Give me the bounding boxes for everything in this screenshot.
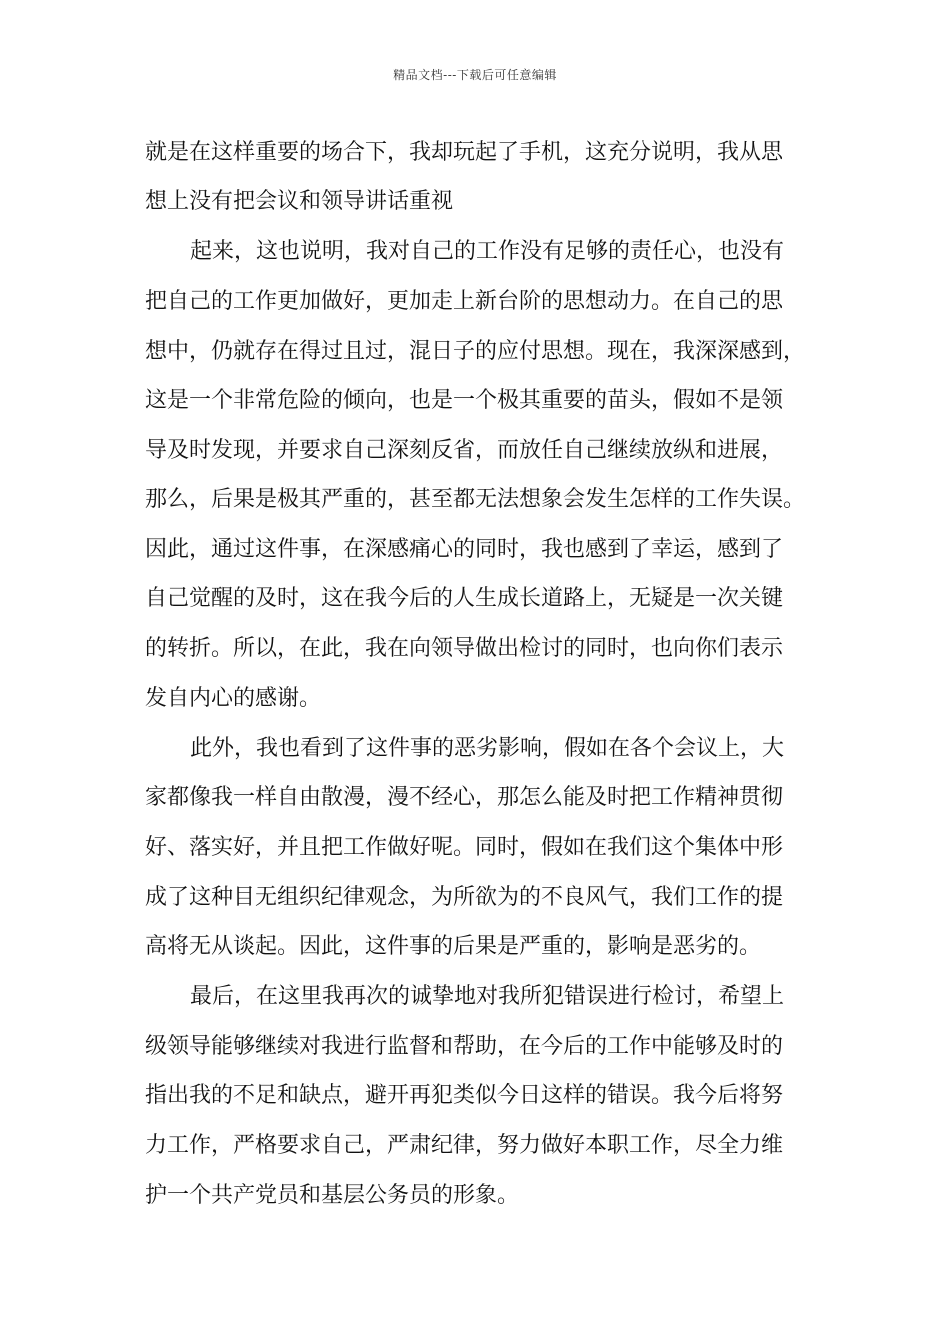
page-header: 精品文档---下载后可任意编辑	[393, 68, 557, 82]
body-line: 想上没有把会议和领导讲话重视	[145, 189, 454, 214]
body-line: 的转折。所以，在此，我在向领导做出检讨的同时，也向你们表示	[145, 636, 784, 661]
paragraph-start-line: 最后，在这里我再次的诚挚地对我所犯错误进行检讨，希望上	[190, 984, 785, 1009]
body-line: 力工作，严格要求自己，严肃纪律，努力做好本职工作，尽全力维	[145, 1133, 784, 1158]
body-line: 护一个共产党员和基层公务员的形象。	[145, 1183, 520, 1208]
body-line: 级领导能够继续对我进行监督和帮助，在今后的工作中能够及时的	[145, 1034, 784, 1059]
body-line: 自己觉醒的及时，这在我今后的人生成长道路上，无疑是一次关键	[145, 586, 784, 611]
body-line: 高将无从谈起。因此，这件事的后果是严重的，影响是恶劣的。	[145, 934, 762, 959]
body-line: 把自己的工作更加做好，更加走上新台阶的思想动力。在自己的思	[145, 289, 784, 314]
body-line: 好、落实好，并且把工作做好呢。同时，假如在我们这个集体中形	[145, 835, 784, 860]
paragraph-start-line: 此外，我也看到了这件事的恶劣影响，假如在各个会议上，大	[190, 736, 785, 761]
body-line: 发自内心的感谢。	[145, 686, 322, 711]
body-line: 就是在这样重要的场合下，我却玩起了手机，这充分说明，我从思	[145, 140, 784, 165]
body-line: 指出我的不足和缺点，避开再犯类似今日这样的错误。我今后将努	[145, 1083, 784, 1108]
body-line: 那么，后果是极其严重的，甚至都无法想象会发生怎样的工作失误。	[145, 487, 806, 512]
body-line: 家都像我一样自由散漫，漫不经心，那怎么能及时把工作精神贯彻	[145, 785, 784, 810]
body-line: 导及时发现，并要求自己深刻反省，而放任自己继续放纵和进展，	[145, 438, 784, 463]
paragraph-start-line: 起来，这也说明，我对自己的工作没有足够的责任心，也没有	[190, 239, 785, 264]
body-line: 成了这种目无组织纪律观念，为所欲为的不良风气，我们工作的提	[145, 885, 784, 910]
body-line: 想中，仍就存在得过且过，混日子的应付思想。现在，我深深感到，	[145, 339, 806, 364]
body-line: 因此，通过这件事，在深感痛心的同时，我也感到了幸运，感到了	[145, 537, 784, 562]
body-line: 这是一个非常危险的倾向，也是一个极其重要的苗头，假如不是领	[145, 388, 784, 413]
